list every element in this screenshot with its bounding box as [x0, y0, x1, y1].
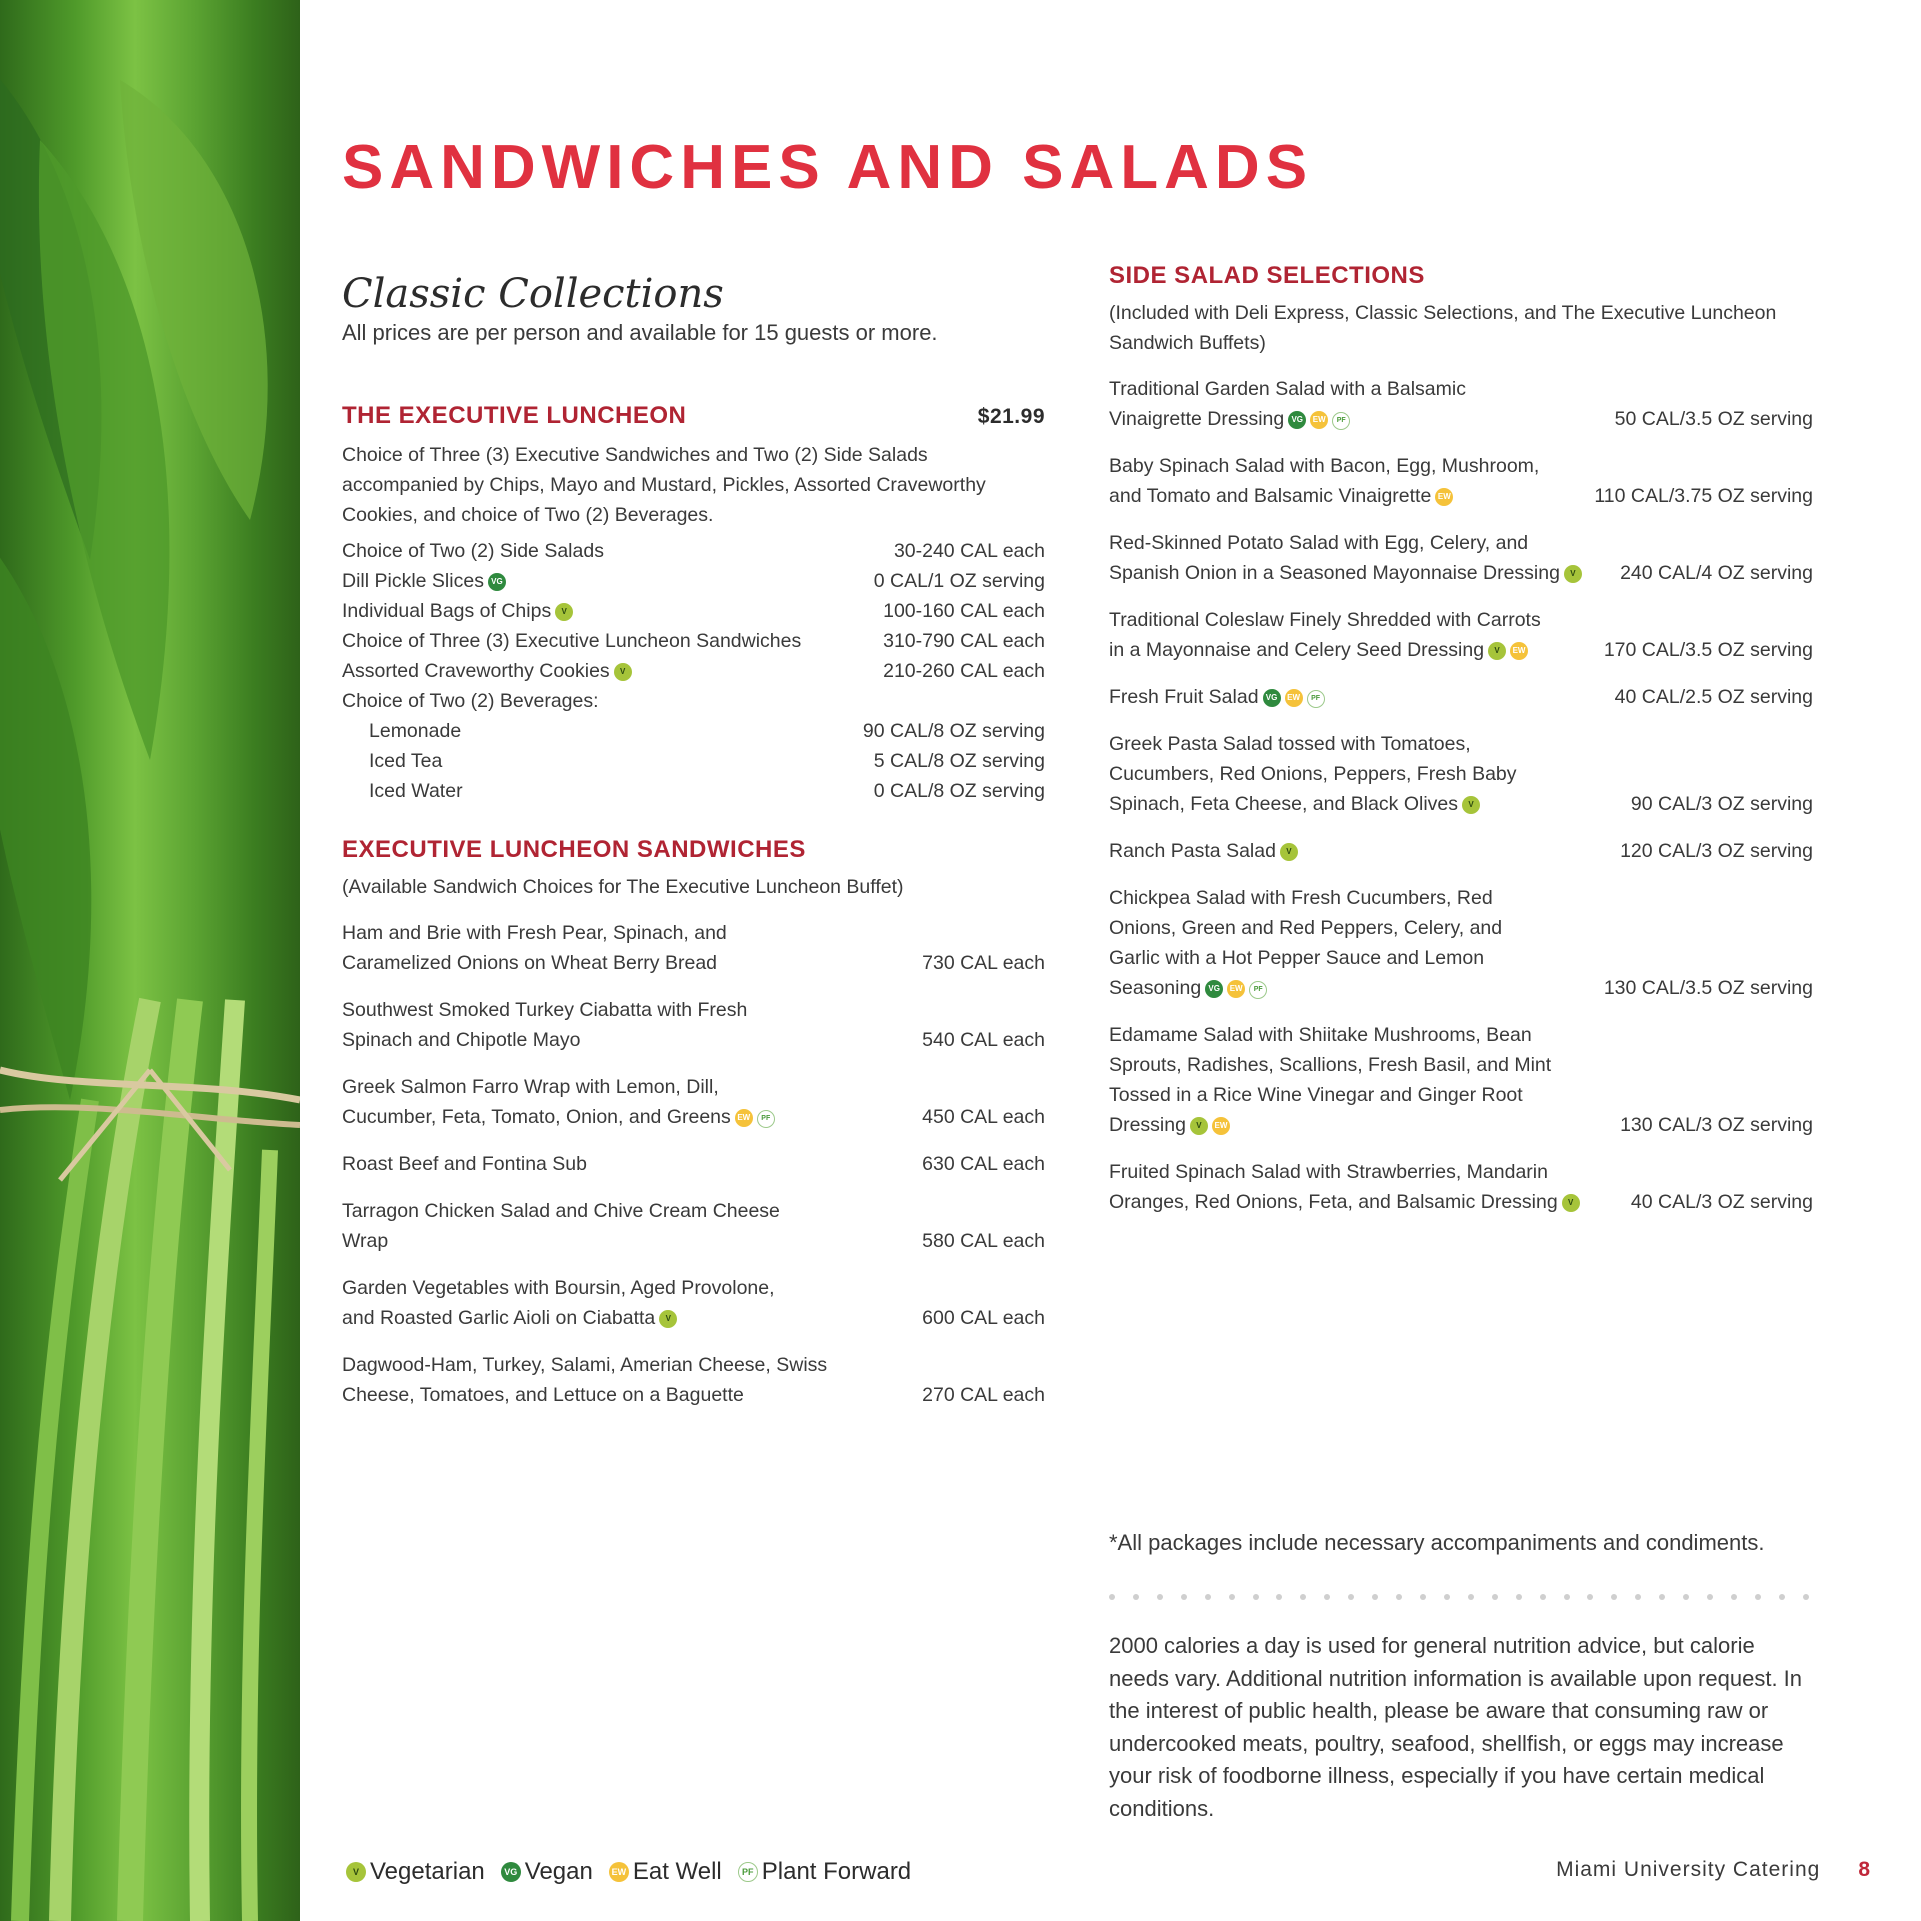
item-line: Fresh Fruit Salad: [1109, 686, 1259, 708]
left-column: [342, 270, 1045, 1427]
item-line: Edamame Salad with Shiitake Mushrooms, Bean: [1109, 1024, 1532, 1046]
vegetarian-icon: V: [1190, 1117, 1208, 1135]
item-calories: 5 CAL/8 OZ serving: [873, 750, 1045, 772]
list-item: [342, 686, 1045, 716]
eat-well-icon: EW: [1212, 1117, 1230, 1135]
plant-forward-icon: PF: [757, 1110, 775, 1128]
page-title: SANDWICHES AND SALADS: [342, 133, 1314, 202]
vegetarian-icon: V: [346, 1862, 366, 1882]
item-line: Cucumbers, Red Onions, Peppers, Fresh Baby: [1109, 763, 1517, 785]
item-calories: 270 CAL each: [922, 1384, 1045, 1406]
menu-item: [1109, 682, 1813, 712]
item-calories: 240 CAL/4 OZ serving: [1620, 562, 1813, 584]
item-line: Onions, Green and Red Peppers, Celery, and: [1109, 917, 1503, 939]
menu-item: [342, 1149, 1045, 1179]
pricing-intro: All prices are per person and available for 15 guests or more.: [342, 320, 938, 345]
spinach-photo: [0, 0, 300, 1921]
executive-sandwiches-title: EXECUTIVE LUNCHEON SANDWICHES: [342, 836, 806, 863]
executive-luncheon-title: THE EXECUTIVE LUNCHEON: [342, 402, 687, 429]
right-column: [1109, 262, 1813, 1234]
item-name: Lemonade: [369, 720, 462, 742]
vegan-icon: VG: [501, 1862, 521, 1882]
item-name: Individual Bags of Chips: [342, 600, 552, 622]
item-line: Seasoning: [1109, 977, 1202, 999]
side-salad-title: SIDE SALAD SELECTIONS: [1109, 262, 1425, 289]
item-line: Spinach, Feta Cheese, and Black Olives: [1109, 793, 1459, 815]
item-calories: 730 CAL each: [922, 952, 1045, 974]
item-calories: 100-160 CAL each: [883, 600, 1045, 622]
legend-label: Vegan: [524, 1858, 593, 1885]
item-calories: 310-790 CAL each: [883, 630, 1045, 652]
vegan-icon: VG: [1205, 980, 1223, 998]
executive-luncheon-heading: [342, 402, 1045, 430]
list-item: [342, 566, 1045, 596]
item-line: Caramelized Onions on Wheat Berry Bread: [342, 952, 718, 974]
menu-item: [1109, 528, 1813, 588]
legend-label: Plant Forward: [761, 1858, 912, 1885]
accompaniments-note: *All packages include necessary accompaniments and condiments.: [1109, 1530, 1765, 1555]
eat-well-icon: EW: [1227, 980, 1245, 998]
vegetarian-icon: V: [555, 603, 573, 621]
item-line: Traditional Garden Salad with a Balsamic: [1109, 378, 1466, 400]
item-line: Vinaigrette Dressing: [1109, 408, 1285, 430]
footer-org: Miami University Catering: [1556, 1858, 1821, 1881]
vegetarian-icon: V: [659, 1310, 677, 1328]
menu-item: [1109, 836, 1813, 866]
item-name: Iced Tea: [369, 750, 443, 772]
item-calories: 40 CAL/3 OZ serving: [1630, 1191, 1813, 1213]
plant-forward-icon: PF: [1332, 412, 1350, 430]
list-item: [342, 776, 1045, 806]
item-line: Oranges, Red Onions, Feta, and Balsamic Dressing: [1109, 1191, 1558, 1213]
item-line: Tarragon Chicken Salad and Chive Cream Cheese: [342, 1200, 780, 1222]
dietary-legend: [346, 1858, 927, 1886]
item-line: Ham and Brie with Fresh Pear, Spinach, and: [342, 922, 727, 944]
executive-luncheon-price: $21.99: [977, 405, 1045, 428]
vegetarian-icon: V: [1462, 796, 1480, 814]
item-name: Choice of Two (2) Side Salads: [342, 540, 604, 562]
item-line: Dressing: [1109, 1114, 1186, 1136]
list-item: [342, 716, 1045, 746]
item-calories: 40 CAL/2.5 OZ serving: [1614, 686, 1813, 708]
item-line: Spanish Onion in a Seasoned Mayonnaise Dressing: [1109, 562, 1560, 584]
menu-item: [342, 918, 1045, 978]
eat-well-icon: EW: [1510, 642, 1528, 660]
eat-well-icon: EW: [609, 1862, 629, 1882]
menu-page: [300, 0, 1921, 1921]
item-line: Traditional Coleslaw Finely Shredded with Carrots: [1109, 609, 1541, 631]
legend-vegan: [501, 1858, 593, 1886]
vegetarian-icon: V: [1488, 642, 1506, 660]
spinach-illustration: [0, 0, 300, 1921]
menu-item: [342, 995, 1045, 1055]
executive-luncheon-description: Choice of Three (3) Executive Sandwiches and Two (2) Side Salads accompanied by Chips, Mayo and Mustard, Pickles, Assorted Craveworthy Cookies, and choice of Two (2) Beverages.: [342, 444, 986, 526]
menu-item: [1109, 883, 1813, 1003]
item-line: Greek Salmon Farro Wrap with Lemon, Dill,: [342, 1076, 719, 1098]
menu-item: [1109, 374, 1813, 434]
item-name: Choice of Three (3) Executive Luncheon Sandwiches: [342, 630, 802, 652]
menu-item: [342, 1072, 1045, 1132]
item-name: Assorted Craveworthy Cookies: [342, 660, 610, 682]
item-line: Cheese, Tomatoes, and Lettuce on a Baguette: [342, 1384, 744, 1406]
side-salad-subtitle: (Included with Deli Express, Classic Selections, and The Executive Luncheon Sandwich Buffets): [1109, 302, 1777, 354]
eat-well-icon: EW: [1435, 488, 1453, 506]
page-footer: [1556, 1858, 1871, 1882]
item-line: Wrap: [342, 1230, 389, 1252]
side-salad-heading: [1109, 262, 1813, 290]
item-line: and Roasted Garlic Aioli on Ciabatta: [342, 1307, 656, 1329]
item-line: and Tomato and Balsamic Vinaigrette: [1109, 485, 1432, 507]
item-line: in a Mayonnaise and Celery Seed Dressing: [1109, 639, 1485, 661]
item-line: Fruited Spinach Salad with Strawberries, Mandarin: [1109, 1161, 1548, 1183]
list-item: [342, 536, 1045, 566]
eat-well-icon: EW: [735, 1109, 753, 1127]
vegetarian-icon: V: [1562, 1194, 1580, 1212]
legend-eat-well: [609, 1858, 722, 1886]
item-calories: 0 CAL/1 OZ serving: [873, 570, 1045, 592]
dotted-divider: [1109, 1594, 1809, 1600]
menu-item: [1109, 729, 1813, 819]
plant-forward-icon: PF: [738, 1862, 758, 1882]
item-calories: 170 CAL/3.5 OZ serving: [1603, 639, 1813, 661]
menu-item: [342, 1196, 1045, 1256]
plant-forward-icon: PF: [1249, 981, 1267, 999]
item-name: Iced Water: [369, 780, 463, 802]
item-line: Red-Skinned Potato Salad with Egg, Celery, and: [1109, 532, 1529, 554]
item-line: Cucumber, Feta, Tomato, Onion, and Greens: [342, 1106, 731, 1128]
item-line: Garlic with a Hot Pepper Sauce and Lemon: [1109, 947, 1485, 969]
legend-plant-forward: [738, 1858, 911, 1886]
menu-item: [1109, 605, 1813, 665]
classic-collections-title: Classic Collections: [342, 271, 724, 317]
vegan-icon: VG: [1263, 689, 1281, 707]
list-item: [342, 596, 1045, 626]
item-calories: 90 CAL/3 OZ serving: [1630, 793, 1813, 815]
item-line: Greek Pasta Salad tossed with Tomatoes,: [1109, 733, 1471, 755]
item-line: Sprouts, Radishes, Scallions, Fresh Basil, and Mint: [1109, 1054, 1552, 1076]
item-calories: 580 CAL each: [922, 1230, 1045, 1252]
item-calories: 130 CAL/3.5 OZ serving: [1603, 977, 1813, 999]
item-line: Tossed in a Rice Wine Vinegar and Ginger Root: [1109, 1084, 1523, 1106]
legend-label: Eat Well: [632, 1858, 722, 1885]
eat-well-icon: EW: [1285, 689, 1303, 707]
item-calories: 450 CAL each: [922, 1106, 1045, 1128]
item-calories: 130 CAL/3 OZ serving: [1620, 1114, 1813, 1136]
plant-forward-icon: PF: [1307, 690, 1325, 708]
item-line: Spinach and Chipotle Mayo: [342, 1029, 581, 1051]
item-calories: 120 CAL/3 OZ serving: [1620, 840, 1813, 862]
item-line: Dagwood-Ham, Turkey, Salami, Amerian Cheese, Swiss: [342, 1354, 828, 1376]
item-calories: 540 CAL each: [922, 1029, 1045, 1051]
menu-item: [342, 1350, 1045, 1410]
item-line: Baby Spinach Salad with Bacon, Egg, Mushroom,: [1109, 455, 1540, 477]
item-name: Choice of Two (2) Beverages:: [342, 690, 599, 712]
item-calories: 0 CAL/8 OZ serving: [873, 780, 1045, 802]
eat-well-icon: EW: [1310, 411, 1328, 429]
executive-sandwiches-subtitle: (Available Sandwich Choices for The Executive Luncheon Buffet): [342, 876, 904, 898]
vegan-icon: VG: [488, 573, 506, 591]
item-line: Roast Beef and Fontina Sub: [342, 1153, 587, 1175]
vegan-icon: VG: [1288, 411, 1306, 429]
executive-sandwiches-heading: [342, 836, 1045, 864]
item-line: Ranch Pasta Salad: [1109, 840, 1276, 862]
list-item: [342, 746, 1045, 776]
vegetarian-icon: V: [1280, 843, 1298, 861]
nutrition-disclaimer: 2000 calories a day is used for general nutrition advice, but calorie needs vary. Additional nutrition information is available upon request. In the interest of public health, please be aware that consuming raw or undercooked meats, poultry, seafood, shellfish, or eggs may increase your risk of foodborne illness, especially if you have certain medical conditions.: [1109, 1633, 1803, 1821]
item-calories: 600 CAL each: [922, 1307, 1045, 1329]
legend-vegetarian: [346, 1858, 485, 1886]
item-line: Southwest Smoked Turkey Ciabatta with Fresh: [342, 999, 748, 1021]
list-item: [342, 626, 1045, 656]
item-line: Chickpea Salad with Fresh Cucumbers, Red: [1109, 887, 1493, 909]
vegetarian-icon: V: [614, 663, 632, 681]
notes-block: [1109, 1530, 1819, 1825]
item-calories: 110 CAL/3.75 OZ serving: [1594, 485, 1813, 507]
menu-item: [342, 1273, 1045, 1333]
menu-item: [1109, 451, 1813, 511]
vegetarian-icon: V: [1564, 565, 1582, 583]
page-number: 8: [1858, 1858, 1871, 1881]
item-line: Garden Vegetables with Boursin, Aged Provolone,: [342, 1277, 775, 1299]
menu-item: [1109, 1020, 1813, 1140]
item-calories: 210-260 CAL each: [883, 660, 1045, 682]
list-item: [342, 656, 1045, 686]
menu-item: [1109, 1157, 1813, 1217]
item-calories: 50 CAL/3.5 OZ serving: [1614, 408, 1813, 430]
legend-label: Vegetarian: [370, 1858, 485, 1885]
item-name: Dill Pickle Slices: [342, 570, 484, 592]
item-calories: 90 CAL/8 OZ serving: [862, 720, 1045, 742]
item-calories: 630 CAL each: [922, 1153, 1045, 1175]
item-calories: 30-240 CAL each: [893, 540, 1045, 562]
